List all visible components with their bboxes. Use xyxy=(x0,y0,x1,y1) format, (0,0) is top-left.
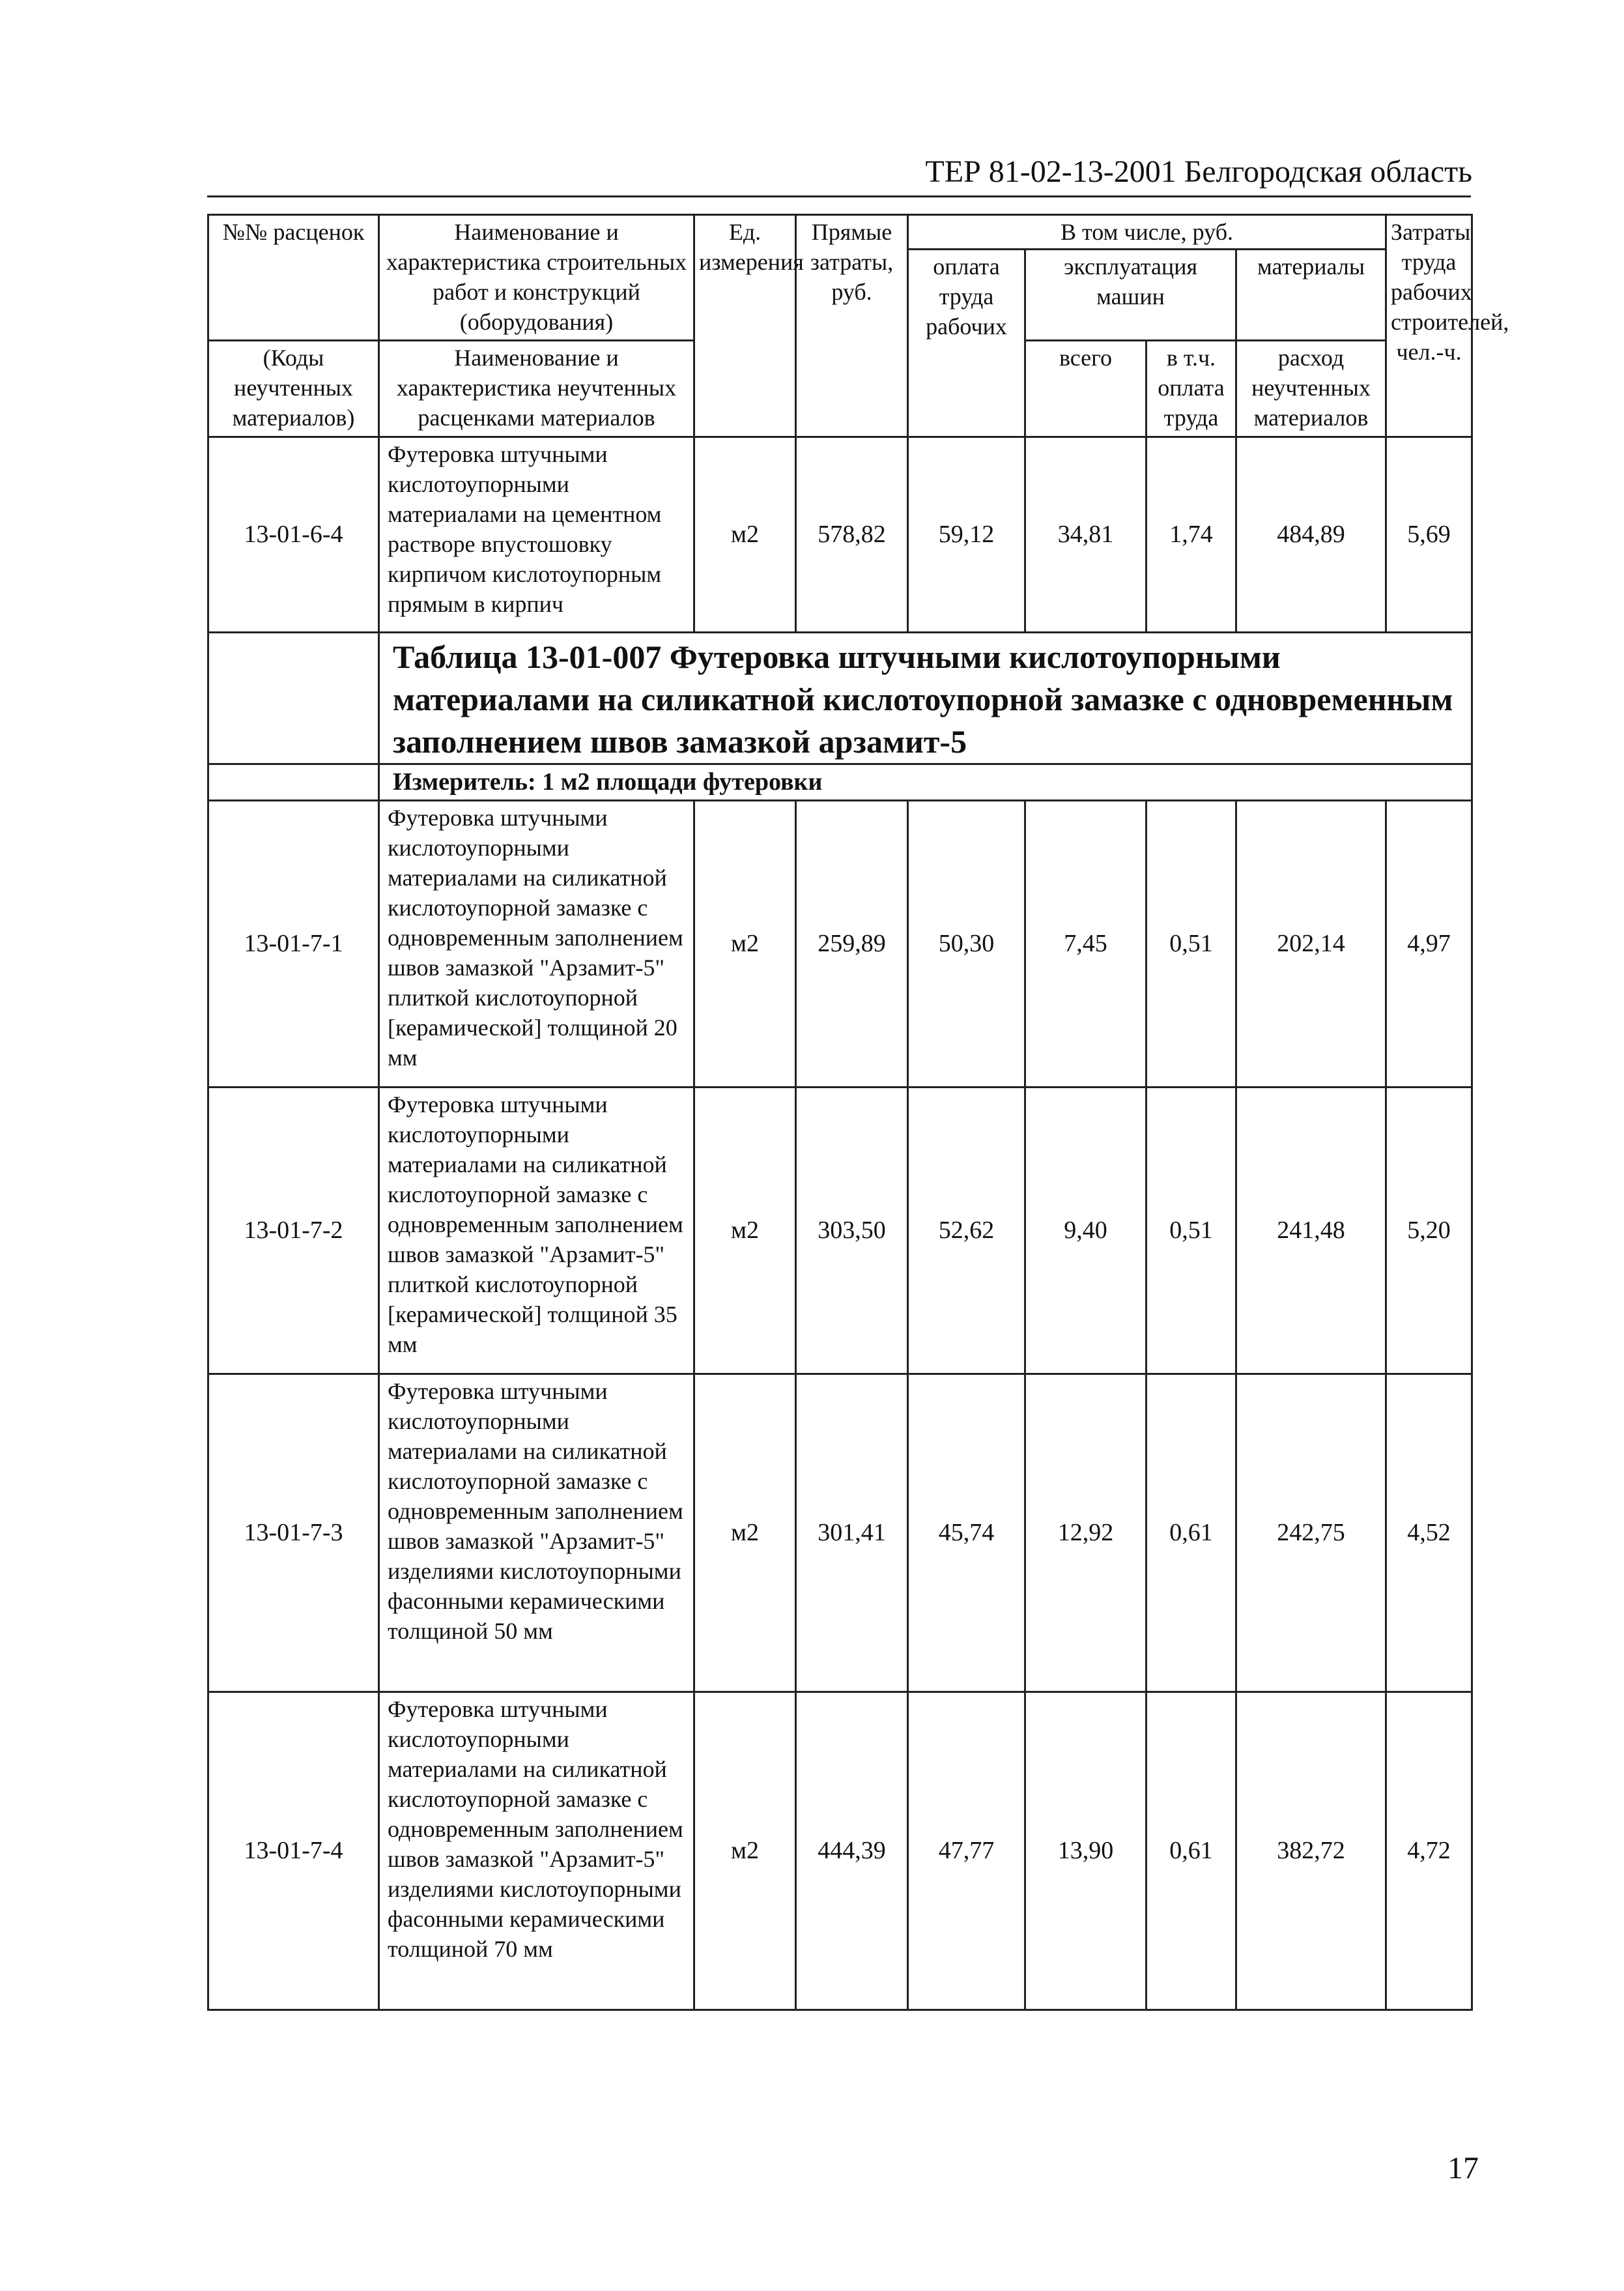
direct-costs: 578,82 xyxy=(796,437,908,633)
machines-total: 7,45 xyxy=(1025,800,1147,1087)
th-direct-costs: Прямые затраты, руб. xyxy=(796,215,908,437)
table-row xyxy=(208,437,1472,633)
page-number: 17 xyxy=(1447,2151,1479,2185)
measure-row xyxy=(208,764,1472,801)
labor-costs: 4,97 xyxy=(1386,800,1472,1087)
header-rule xyxy=(207,195,1471,197)
wages: 52,62 xyxy=(908,1087,1025,1374)
th-including: В том числе, руб. xyxy=(908,215,1386,250)
materials: 202,14 xyxy=(1236,800,1386,1087)
measure-unit-text: Измеритель: 1 м2 площади футеровки xyxy=(379,764,1472,801)
measure-blank-cell xyxy=(208,764,379,801)
unit: м2 xyxy=(694,437,796,633)
wages: 47,77 xyxy=(908,1692,1025,2010)
direct-costs: 303,50 xyxy=(796,1087,908,1374)
unit: м2 xyxy=(694,1087,796,1374)
rate-description: Футеровка штучными кислотоупорными материалами на силикатной кислотоупорной замазке с одновременным заполнением швов замазкой "Арзамит-5" плиткой кислотоупорной [керамической] толщиной 35 мм xyxy=(379,1087,694,1374)
wages: 59,12 xyxy=(908,437,1025,633)
rate-code: 13-01-7-4 xyxy=(208,1692,379,2010)
direct-costs: 444,39 xyxy=(796,1692,908,2010)
th-machines-wages: в т.ч. оплата труда xyxy=(1147,341,1236,437)
th-unit: Ед. измерения xyxy=(694,215,796,437)
section-title-row xyxy=(208,633,1472,764)
machines-total: 13,90 xyxy=(1025,1692,1147,2010)
unit: м2 xyxy=(694,1692,796,2010)
machines-wages: 0,51 xyxy=(1147,1087,1236,1374)
table-row xyxy=(208,800,1472,1087)
table-row xyxy=(208,1374,1472,1692)
table-row xyxy=(208,1692,1472,2010)
machines-wages: 0,61 xyxy=(1147,1374,1236,1692)
unit: м2 xyxy=(694,1374,796,1692)
labor-costs: 5,69 xyxy=(1386,437,1472,633)
th-machines: эксплуатация машин xyxy=(1025,250,1236,341)
rate-description: Футеровка штучными кислотоупорными материалами на силикатной кислотоупорной замазке с одновременным заполнением швов замазкой "Арзамит-5" плиткой кислотоупорной [керамической] толщиной 20 мм xyxy=(379,800,694,1087)
materials: 241,48 xyxy=(1236,1087,1386,1374)
rate-description: Футеровка штучными кислотоупорными материалами на цементном растворе впустошовку кирпичом кислотоупорным прямым в кирпич xyxy=(379,437,694,633)
rate-description: Футеровка штучными кислотоупорными материалами на силикатной кислотоупорной замазке с одновременным заполнением швов замазкой "Арзамит-5" изделиями кислотоупорными фасонными керамическими толщиной 50 мм xyxy=(379,1374,694,1692)
rate-code: 13-01-7-1 xyxy=(208,800,379,1087)
materials: 242,75 xyxy=(1236,1374,1386,1692)
th-material-codes: (Коды неучтенных материалов) xyxy=(208,341,379,437)
unit: м2 xyxy=(694,800,796,1087)
th-labor-costs: Затраты труда рабочих строителей, чел.-ч. xyxy=(1386,215,1472,437)
machines-wages: 0,61 xyxy=(1147,1692,1236,2010)
th-machines-total: всего xyxy=(1025,341,1147,437)
labor-costs: 4,52 xyxy=(1386,1374,1472,1692)
rate-code: 13-01-6-4 xyxy=(208,437,379,633)
section-blank-cell xyxy=(208,633,379,764)
section-title: Таблица 13-01-007 Футеровка штучными кислотоупорными материалами на силикатной кислотоупорной замазке с одновременным заполнением швов замазкой арзамит-5 xyxy=(379,633,1472,764)
th-material-names: Наименование и характеристика неучтенных расценками материалов xyxy=(379,341,694,437)
document-header: ТЕР 81-02-13-2001 Белгородская область xyxy=(925,154,1472,189)
th-unaccounted-materials: расход неучтенных материалов xyxy=(1236,341,1386,437)
materials: 382,72 xyxy=(1236,1692,1386,2010)
rate-code: 13-01-7-2 xyxy=(208,1087,379,1374)
machines-total: 12,92 xyxy=(1025,1374,1147,1692)
th-wages: оплата труда рабочих xyxy=(908,250,1025,437)
labor-costs: 5,20 xyxy=(1386,1087,1472,1374)
th-materials: материалы xyxy=(1236,250,1386,341)
labor-costs: 4,72 xyxy=(1386,1692,1472,2010)
machines-wages: 1,74 xyxy=(1147,437,1236,633)
rates-table xyxy=(207,214,1509,2011)
wages: 45,74 xyxy=(908,1374,1025,1692)
th-code: №№ расценок xyxy=(208,215,379,341)
machines-total: 9,40 xyxy=(1025,1087,1147,1374)
wages: 50,30 xyxy=(908,800,1025,1087)
direct-costs: 259,89 xyxy=(796,800,908,1087)
table-row xyxy=(208,1087,1472,1374)
machines-total: 34,81 xyxy=(1025,437,1147,633)
rate-description: Футеровка штучными кислотоупорными материалами на силикатной кислотоупорной замазке с одновременным заполнением швов замазкой "Арзамит-5" изделиями кислотоупорными фасонными керамическими толщиной 70 мм xyxy=(379,1692,694,2010)
header-row-1 xyxy=(208,215,1472,250)
th-name: Наименование и характеристика строительных работ и конструкций (оборудования) xyxy=(379,215,694,341)
direct-costs: 301,41 xyxy=(796,1374,908,1692)
machines-wages: 0,51 xyxy=(1147,800,1236,1087)
rate-code: 13-01-7-3 xyxy=(208,1374,379,1692)
materials: 484,89 xyxy=(1236,437,1386,633)
